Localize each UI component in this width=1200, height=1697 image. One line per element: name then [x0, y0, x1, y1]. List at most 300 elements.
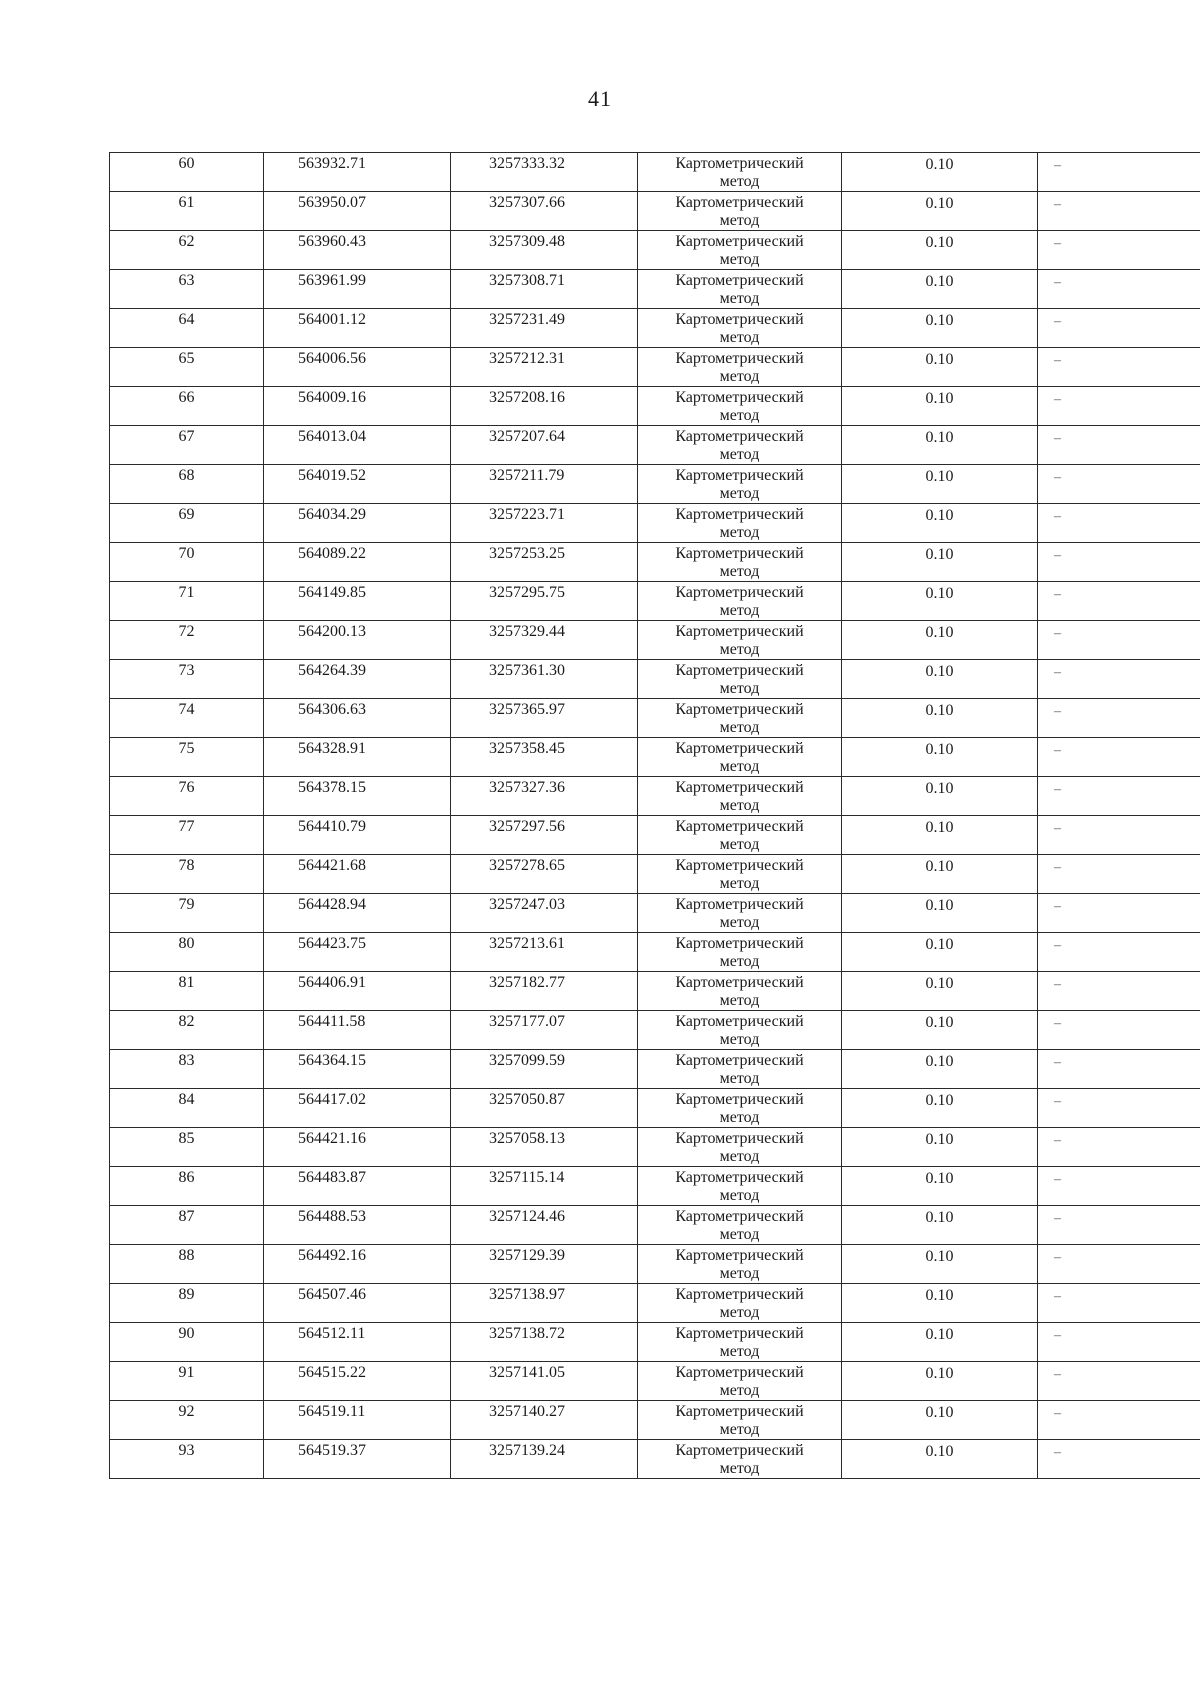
note-dash: –: [1054, 938, 1061, 953]
point-number-cell: [110, 231, 264, 270]
x-coordinate: 564200.13: [298, 623, 366, 640]
point-number-cell: [110, 465, 264, 504]
y-coordinate: 3257115.14: [489, 1169, 565, 1186]
table-row: [110, 1362, 1200, 1401]
point-number: 70: [178, 545, 195, 562]
x-coordinate: 564519.37: [298, 1442, 366, 1459]
x-coordinate: 564512.11: [298, 1325, 366, 1342]
note-cell: [1038, 1245, 1200, 1284]
method-line-1: Картометрический: [675, 1247, 804, 1264]
point-number-cell: [110, 816, 264, 855]
x-coordinate-cell: [264, 231, 451, 270]
point-number-cell: [110, 426, 264, 465]
method-line-1: Картометрический: [675, 155, 804, 172]
x-coordinate: 564019.52: [298, 467, 366, 484]
point-number: 81: [178, 974, 195, 991]
method-cell: [638, 894, 842, 933]
table-row: [110, 1089, 1200, 1128]
method-line-2: метод: [719, 173, 760, 190]
accuracy-cell: [842, 1206, 1038, 1245]
method-cell: [638, 348, 842, 387]
accuracy-cell: [842, 1011, 1038, 1050]
note-dash: –: [1054, 782, 1061, 797]
note-cell: [1038, 1284, 1200, 1323]
method-line-1: Картометрический: [675, 545, 804, 562]
accuracy-cell: [842, 504, 1038, 543]
point-number: 88: [178, 1247, 195, 1264]
x-coordinate: 564001.12: [298, 311, 366, 328]
accuracy-cell: [842, 348, 1038, 387]
note-dash: –: [1054, 1406, 1061, 1421]
method-cell: [638, 738, 842, 777]
method-cell: [638, 192, 842, 231]
table-row: [110, 816, 1200, 855]
note-cell: [1038, 777, 1200, 816]
accuracy-cell: [842, 777, 1038, 816]
y-coordinate-cell: [451, 1128, 638, 1167]
method-line-2: метод: [719, 641, 760, 658]
x-coordinate: 563932.71: [298, 155, 366, 172]
y-coordinate: 3257138.97: [489, 1286, 565, 1303]
note-cell: [1038, 816, 1200, 855]
point-number-cell: [110, 1011, 264, 1050]
y-coordinate: 3257223.71: [489, 506, 565, 523]
y-coordinate-cell: [451, 1440, 638, 1479]
x-coordinate: 564492.16: [298, 1247, 366, 1264]
point-number: 79: [178, 896, 195, 913]
y-coordinate: 3257308.71: [489, 272, 565, 289]
method-line-2: метод: [719, 914, 760, 931]
method-line-2: метод: [719, 329, 760, 346]
method-line-1: Картометрический: [675, 1208, 804, 1225]
x-coordinate-cell: [264, 426, 451, 465]
y-coordinate-cell: [451, 660, 638, 699]
method-line-2: метод: [719, 875, 760, 892]
accuracy-value: 0.10: [925, 1443, 954, 1460]
x-coordinate: 563950.07: [298, 194, 366, 211]
point-number: 83: [178, 1052, 195, 1069]
accuracy-value: 0.10: [925, 273, 954, 290]
method-line-1: Картометрический: [675, 779, 804, 796]
y-coordinate-cell: [451, 582, 638, 621]
method-line-2: метод: [719, 719, 760, 736]
accuracy-cell: [842, 1323, 1038, 1362]
point-number-cell: [110, 660, 264, 699]
note-dash: –: [1054, 353, 1061, 368]
y-coordinate-cell: [451, 699, 638, 738]
y-coordinate: 3257329.44: [489, 623, 565, 640]
y-coordinate: 3257231.49: [489, 311, 565, 328]
note-dash: –: [1054, 1172, 1061, 1187]
accuracy-cell: [842, 387, 1038, 426]
method-line-1: Картометрический: [675, 896, 804, 913]
table-row: [110, 1206, 1200, 1245]
method-line-1: Картометрический: [675, 623, 804, 640]
y-coordinate-cell: [451, 1011, 638, 1050]
x-coordinate-cell: [264, 1440, 451, 1479]
accuracy-value: 0.10: [925, 195, 954, 212]
point-number-cell: [110, 777, 264, 816]
y-coordinate: 3257099.59: [489, 1052, 565, 1069]
y-coordinate-cell: [451, 1167, 638, 1206]
accuracy-cell: [842, 231, 1038, 270]
accuracy-value: 0.10: [925, 156, 954, 173]
method-line-2: метод: [719, 797, 760, 814]
accuracy-value: 0.10: [925, 663, 954, 680]
y-coordinate-cell: [451, 1284, 638, 1323]
accuracy-value: 0.10: [925, 702, 954, 719]
point-number: 63: [178, 272, 195, 289]
table-row: [110, 777, 1200, 816]
accuracy-value: 0.10: [925, 1248, 954, 1265]
accuracy-cell: [842, 660, 1038, 699]
point-number-cell: [110, 1401, 264, 1440]
y-coordinate: 3257295.75: [489, 584, 565, 601]
table-body: [110, 153, 1200, 1479]
point-number: 93: [178, 1442, 195, 1459]
method-line-1: Картометрический: [675, 233, 804, 250]
note-dash: –: [1054, 821, 1061, 836]
x-coordinate: 564428.94: [298, 896, 366, 913]
note-cell: [1038, 972, 1200, 1011]
x-coordinate: 564013.04: [298, 428, 366, 445]
note-cell: [1038, 1440, 1200, 1479]
method-cell: [638, 1011, 842, 1050]
y-coordinate: 3257309.48: [489, 233, 565, 250]
method-line-1: Картометрический: [675, 1286, 804, 1303]
table-row: [110, 1050, 1200, 1089]
accuracy-value: 0.10: [925, 936, 954, 953]
note-dash: –: [1054, 1133, 1061, 1148]
method-cell: [638, 972, 842, 1011]
method-line-2: метод: [719, 1343, 760, 1360]
note-cell: [1038, 426, 1200, 465]
note-dash: –: [1054, 236, 1061, 251]
accuracy-cell: [842, 270, 1038, 309]
note-dash: –: [1054, 899, 1061, 914]
method-line-2: метод: [719, 1148, 760, 1165]
method-line-2: метод: [719, 1109, 760, 1126]
point-number: 66: [178, 389, 195, 406]
table-row: [110, 426, 1200, 465]
x-coordinate: 564378.15: [298, 779, 366, 796]
accuracy-cell: [842, 192, 1038, 231]
method-line-1: Картометрический: [675, 974, 804, 991]
accuracy-cell: [842, 582, 1038, 621]
table-row: [110, 621, 1200, 660]
y-coordinate-cell: [451, 1245, 638, 1284]
note-cell: [1038, 348, 1200, 387]
method-cell: [638, 465, 842, 504]
table-row: [110, 855, 1200, 894]
x-coordinate-cell: [264, 504, 451, 543]
method-cell: [638, 543, 842, 582]
y-coordinate: 3257212.31: [489, 350, 565, 367]
method-line-2: метод: [719, 680, 760, 697]
method-line-1: Картометрический: [675, 1442, 804, 1459]
note-cell: [1038, 699, 1200, 738]
method-line-2: метод: [719, 953, 760, 970]
x-coordinate-cell: [264, 1050, 451, 1089]
point-number: 73: [178, 662, 195, 679]
method-line-1: Картометрический: [675, 1052, 804, 1069]
note-cell: [1038, 543, 1200, 582]
accuracy-value: 0.10: [925, 819, 954, 836]
method-line-1: Картометрический: [675, 1091, 804, 1108]
method-line-2: метод: [719, 251, 760, 268]
point-number-cell: [110, 270, 264, 309]
x-coordinate-cell: [264, 387, 451, 426]
point-number: 82: [178, 1013, 195, 1030]
accuracy-cell: [842, 1362, 1038, 1401]
accuracy-value: 0.10: [925, 1131, 954, 1148]
method-line-1: Картометрический: [675, 701, 804, 718]
x-coordinate-cell: [264, 699, 451, 738]
accuracy-value: 0.10: [925, 1092, 954, 1109]
x-coordinate-cell: [264, 543, 451, 582]
accuracy-value: 0.10: [925, 1326, 954, 1343]
note-cell: [1038, 1128, 1200, 1167]
note-cell: [1038, 933, 1200, 972]
y-coordinate-cell: [451, 933, 638, 972]
point-number: 89: [178, 1286, 195, 1303]
method-cell: [638, 1167, 842, 1206]
note-dash: –: [1054, 197, 1061, 212]
x-coordinate-cell: [264, 192, 451, 231]
method-line-1: Картометрический: [675, 506, 804, 523]
method-cell: [638, 699, 842, 738]
point-number-cell: [110, 1128, 264, 1167]
method-line-2: метод: [719, 602, 760, 619]
x-coordinate-cell: [264, 972, 451, 1011]
method-line-1: Картометрический: [675, 1325, 804, 1342]
point-number-cell: [110, 1323, 264, 1362]
accuracy-value: 0.10: [925, 234, 954, 251]
point-number: 65: [178, 350, 195, 367]
point-number-cell: [110, 738, 264, 777]
table-row: [110, 1245, 1200, 1284]
accuracy-cell: [842, 738, 1038, 777]
x-coordinate-cell: [264, 153, 451, 192]
y-coordinate-cell: [451, 426, 638, 465]
accuracy-cell: [842, 972, 1038, 1011]
y-coordinate: 3257138.72: [489, 1325, 565, 1342]
point-number: 77: [178, 818, 195, 835]
x-coordinate: 564328.91: [298, 740, 366, 757]
accuracy-cell: [842, 1284, 1038, 1323]
note-dash: –: [1054, 587, 1061, 602]
x-coordinate-cell: [264, 855, 451, 894]
method-cell: [638, 309, 842, 348]
method-cell: [638, 1128, 842, 1167]
y-coordinate: 3257213.61: [489, 935, 565, 952]
point-number: 62: [178, 233, 195, 250]
note-cell: [1038, 192, 1200, 231]
accuracy-value: 0.10: [925, 1170, 954, 1187]
note-cell: [1038, 309, 1200, 348]
y-coordinate-cell: [451, 777, 638, 816]
accuracy-value: 0.10: [925, 585, 954, 602]
method-line-2: метод: [719, 1460, 760, 1477]
method-line-1: Картометрический: [675, 818, 804, 835]
accuracy-value: 0.10: [925, 780, 954, 797]
method-cell: [638, 1050, 842, 1089]
table-row: [110, 1284, 1200, 1323]
y-coordinate-cell: [451, 465, 638, 504]
accuracy-value: 0.10: [925, 468, 954, 485]
note-dash: –: [1054, 314, 1061, 329]
method-line-1: Картометрический: [675, 467, 804, 484]
accuracy-value: 0.10: [925, 1014, 954, 1031]
x-coordinate-cell: [264, 348, 451, 387]
point-number-cell: [110, 1167, 264, 1206]
x-coordinate-cell: [264, 933, 451, 972]
note-dash: –: [1054, 626, 1061, 641]
method-line-2: метод: [719, 446, 760, 463]
note-dash: –: [1054, 275, 1061, 290]
point-number: 84: [178, 1091, 195, 1108]
x-coordinate-cell: [264, 270, 451, 309]
table-row: [110, 231, 1200, 270]
point-number: 90: [178, 1325, 195, 1342]
x-coordinate-cell: [264, 738, 451, 777]
table-row: [110, 1440, 1200, 1479]
accuracy-value: 0.10: [925, 624, 954, 641]
x-coordinate-cell: [264, 1011, 451, 1050]
method-line-2: метод: [719, 407, 760, 424]
point-number-cell: [110, 387, 264, 426]
y-coordinate: 3257278.65: [489, 857, 565, 874]
x-coordinate-cell: [264, 1323, 451, 1362]
note-cell: [1038, 153, 1200, 192]
accuracy-cell: [842, 153, 1038, 192]
note-dash: –: [1054, 509, 1061, 524]
method-cell: [638, 1245, 842, 1284]
table-row: [110, 270, 1200, 309]
accuracy-value: 0.10: [925, 858, 954, 875]
method-line-1: Картометрический: [675, 584, 804, 601]
table-row: [110, 1167, 1200, 1206]
y-coordinate-cell: [451, 231, 638, 270]
y-coordinate-cell: [451, 270, 638, 309]
method-line-1: Картометрический: [675, 935, 804, 952]
method-cell: [638, 1089, 842, 1128]
table-row: [110, 699, 1200, 738]
method-line-1: Картометрический: [675, 1403, 804, 1420]
method-line-1: Картометрический: [675, 194, 804, 211]
note-cell: [1038, 1206, 1200, 1245]
y-coordinate: 3257177.07: [489, 1013, 565, 1030]
note-dash: –: [1054, 431, 1061, 446]
x-coordinate: 564034.29: [298, 506, 366, 523]
y-coordinate: 3257333.32: [489, 155, 565, 172]
x-coordinate: 564306.63: [298, 701, 366, 718]
accuracy-cell: [842, 816, 1038, 855]
x-coordinate: 564519.11: [298, 1403, 366, 1420]
method-cell: [638, 777, 842, 816]
accuracy-value: 0.10: [925, 507, 954, 524]
note-cell: [1038, 894, 1200, 933]
point-number-cell: [110, 855, 264, 894]
method-line-1: Картометрический: [675, 350, 804, 367]
accuracy-cell: [842, 1167, 1038, 1206]
note-dash: –: [1054, 470, 1061, 485]
table-row: [110, 894, 1200, 933]
method-cell: [638, 153, 842, 192]
point-number: 78: [178, 857, 195, 874]
x-coordinate: 564009.16: [298, 389, 366, 406]
point-number: 92: [178, 1403, 195, 1420]
method-cell: [638, 933, 842, 972]
x-coordinate: 564483.87: [298, 1169, 366, 1186]
x-coordinate-cell: [264, 582, 451, 621]
method-line-1: Картометрический: [675, 311, 804, 328]
method-line-2: метод: [719, 212, 760, 229]
point-number: 87: [178, 1208, 195, 1225]
accuracy-cell: [842, 933, 1038, 972]
method-cell: [638, 426, 842, 465]
note-dash: –: [1054, 1328, 1061, 1343]
point-number: 61: [178, 194, 195, 211]
note-dash: –: [1054, 1289, 1061, 1304]
accuracy-value: 0.10: [925, 546, 954, 563]
point-number-cell: [110, 192, 264, 231]
y-coordinate: 3257058.13: [489, 1130, 565, 1147]
x-coordinate-cell: [264, 1362, 451, 1401]
y-coordinate: 3257050.87: [489, 1091, 565, 1108]
note-cell: [1038, 660, 1200, 699]
point-number-cell: [110, 894, 264, 933]
x-coordinate-cell: [264, 465, 451, 504]
y-coordinate: 3257297.56: [489, 818, 565, 835]
accuracy-value: 0.10: [925, 390, 954, 407]
y-coordinate-cell: [451, 816, 638, 855]
method-line-1: Картометрический: [675, 272, 804, 289]
y-coordinate: 3257207.64: [489, 428, 565, 445]
point-number: 86: [178, 1169, 195, 1186]
y-coordinate-cell: [451, 504, 638, 543]
x-coordinate: 564507.46: [298, 1286, 366, 1303]
note-cell: [1038, 1167, 1200, 1206]
x-coordinate-cell: [264, 621, 451, 660]
accuracy-cell: [842, 699, 1038, 738]
point-number: 60: [178, 155, 195, 172]
note-dash: –: [1054, 392, 1061, 407]
table-row: [110, 465, 1200, 504]
point-number-cell: [110, 1089, 264, 1128]
accuracy-cell: [842, 894, 1038, 933]
accuracy-cell: [842, 855, 1038, 894]
note-dash: –: [1054, 1055, 1061, 1070]
note-dash: –: [1054, 1016, 1061, 1031]
table-row: [110, 1323, 1200, 1362]
x-coordinate: 564515.22: [298, 1364, 366, 1381]
note-cell: [1038, 270, 1200, 309]
point-number: 68: [178, 467, 195, 484]
accuracy-cell: [842, 1245, 1038, 1284]
accuracy-cell: [842, 1440, 1038, 1479]
accuracy-cell: [842, 465, 1038, 504]
table-row: [110, 660, 1200, 699]
note-dash: –: [1054, 860, 1061, 875]
note-dash: –: [1054, 1250, 1061, 1265]
note-cell: [1038, 582, 1200, 621]
point-number-cell: [110, 933, 264, 972]
x-coordinate-cell: [264, 1128, 451, 1167]
method-cell: [638, 1401, 842, 1440]
method-line-2: метод: [719, 836, 760, 853]
x-coordinate: 564421.68: [298, 857, 366, 874]
